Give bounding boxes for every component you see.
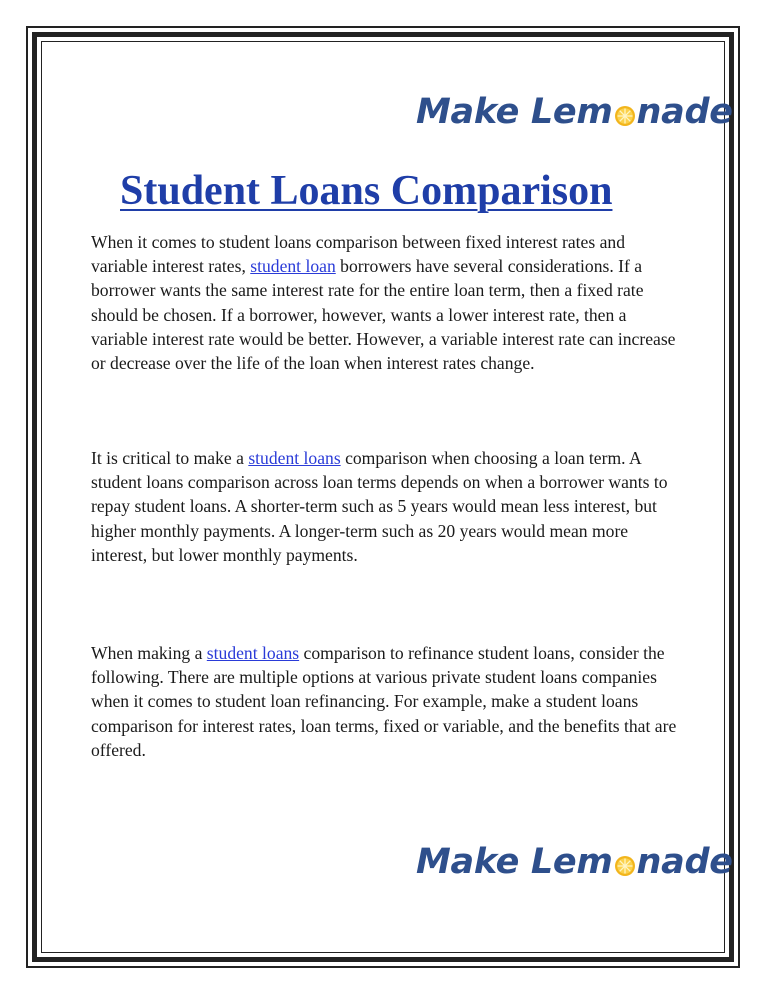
paragraph-text: comparison to refinance student loans, consider the following. There are multiple options at various private student loans companies when it comes to student loan refinancing. For example, make a student loans comparison for interest rates, loan terms, fixed or variable, and the benefits that are offered. [91, 643, 677, 760]
paragraph-loan-term [91, 446, 685, 567]
logo-text-end: nade [636, 92, 733, 132]
lemon-slice-icon [614, 105, 636, 127]
paragraph-text: borrowers have several considerations. If a borrower wants the same interest rate for the entire loan term, then a fixed rate should be chosen. If a borrower, however, wants a lower interest rate, then a variable interest rate would be better. However, a variable interest rate can increase or decrease over the life of the loan when interest rates change. [91, 256, 676, 374]
paragraph-text: It is critical to make a [91, 448, 249, 468]
paragraph-refinance [91, 641, 685, 762]
paragraph-text: comparison when choosing a loan term. A student loans comparison across loan terms depends on when a borrower wants to repay student loans. A shorter-term such as 5 years would mean less interest, but higher monthly payments. A longer-term such as 20 years would mean more interest, but lower monthly payments. [91, 448, 668, 565]
paragraph-fixed-vs-variable [91, 230, 685, 375]
student-loans-link[interactable]: student loans [248, 448, 341, 468]
brand-logo-top [416, 92, 733, 132]
paragraph-text: When making a [91, 643, 207, 663]
lemon-slice-icon [614, 855, 636, 877]
brand-logo-bottom [416, 842, 733, 882]
logo-text-start: Make Lem [416, 842, 613, 882]
student-loan-link[interactable]: student loan [250, 256, 336, 277]
student-loans-link[interactable]: student loans [206, 643, 300, 663]
paragraph-text: When it comes to student loans comparison between fixed interest rates and variable interest rates, [91, 232, 626, 277]
logo-text-start: Make Lem [416, 92, 613, 132]
page-title: Student Loans Comparison [120, 168, 613, 214]
logo-text-end: nade [636, 842, 733, 882]
